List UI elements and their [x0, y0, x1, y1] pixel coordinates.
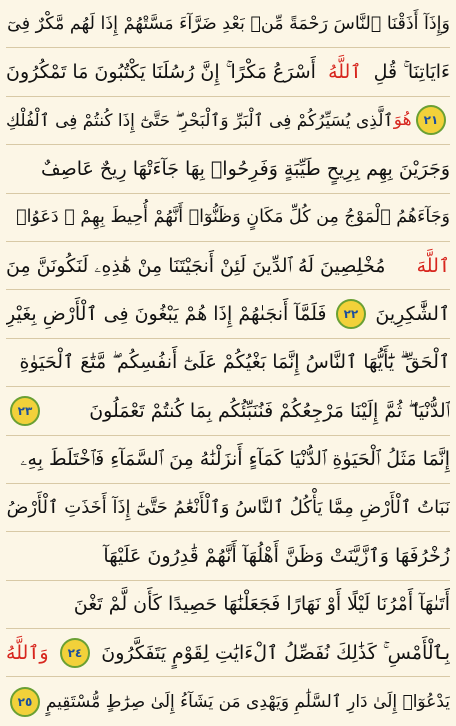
text-line-10 — [6, 436, 450, 484]
text-line-3 — [6, 97, 450, 145]
verse-text: يَدْعُوٓا۟ إِلَىٰ دَارِ ٱلسَّلَٰمِ وَيَهْدِى مَن يَشَآءُ إِلَىٰ صِرَٰطٍ مُّسْتَقِيمٍ — [45, 692, 450, 713]
text-line-13 — [6, 581, 450, 629]
verse-text: مُخْلِصِينَ لَهُ ٱلدِّينَ لَئِنْ أَنجَيْتَنَا مِنْ هَٰذِهِۦ لَنَكُونَنَّ مِنَ — [6, 254, 386, 277]
ayah-number-marker: ٢٥ — [10, 687, 40, 717]
verse-text: بِٱلْأَمْسِ ۚ كَذَٰلِكَ نُفَصِّلُ ٱلْءَايَٰتِ لِقَوْمٍ يَتَفَكَّرُونَ — [101, 641, 450, 664]
verse-text: ٱلْحَقِّ ۗ يَٰٓأَيُّهَا ٱلنَّاسُ إِنَّمَا بَغْيُكُمْ عَلَىٰٓ أَنفُسِكُم ۖ مَّتَٰعَ ٱلْحَيَوٰةِ — [19, 351, 450, 374]
divine-name: ٱللَّهَ — [416, 254, 450, 277]
divine-name: وَٱللَّهُ — [6, 641, 49, 664]
text-line-15 — [6, 677, 450, 725]
verse-text: وَجَرَيْنَ بِهِم بِرِيحٍ طَيِّبَةٍ وَفَرِحُوا۟ بِهَا جَآءَتْهَا رِيحٌ عَاصِفٌ — [40, 157, 450, 180]
text-line-12 — [6, 532, 450, 580]
text-line-7 — [6, 290, 450, 338]
ayah-number-marker: ٢١ — [416, 105, 446, 135]
text-line-9 — [6, 387, 450, 435]
text-line-6 — [6, 242, 450, 290]
text-line-4 — [6, 145, 450, 193]
verse-text: فَلَمَّآ أَنجَىٰهُمْ إِذَا هُمْ يَبْغُونَ فِى ٱلْأَرْضِ بِغَيْرِ — [6, 303, 327, 326]
verse-text: ٱلشَّٰكِرِينَ — [375, 303, 450, 326]
verse-text: وَإِذَآ أَذَقْنَا ٱلنَّاسَ رَحْمَةً مِّنۢ بَعْدِ ضَرَّآءَ مَسَّتْهُمْ إِذَا لَهُم مَّكْرٌ فِىٓ — [7, 13, 450, 34]
verse-text: ٱلَّذِى يُسَيِّرُكُمْ فِى ٱلْبَرِّ وَٱلْبَحْرِ ۖ حَتَّىٰٓ إِذَا كُنتُمْ فِى ٱلْفُلْكِ — [6, 110, 394, 131]
highlighted-word: هُوَ — [393, 110, 412, 131]
text-line-5 — [6, 194, 450, 242]
verse-text: نَبَاتُ ٱلْأَرْضِ مِمَّا يَأْكُلُ ٱلنَّاسُ وَٱلْأَنْعَٰمُ حَتَّىٰٓ إِذَآ أَخَذَتِ ٱلْأَرْضُ — [6, 497, 450, 519]
verse-text: إِنَّمَا مَثَلُ ٱلْحَيَوٰةِ ٱلدُّنْيَا كَمَآءٍ أَنزَلْنَٰهُ مِنَ ٱلسَّمَآءِ فَٱخْتَلَطَ بِهِۦ — [20, 448, 450, 471]
ayah-number-marker: ٢٤ — [60, 638, 90, 668]
verse-text: أَتَىٰهَآ أَمْرُنَا لَيْلًا أَوْ نَهَارًا فَجَعَلْنَٰهَا حَصِيدًا كَأَن لَّمْ تَغْنَ — [73, 593, 450, 616]
text-line-14 — [6, 629, 450, 677]
text-line-8 — [6, 339, 450, 387]
verse-text: أَسْرَعُ مَكْرًا ۚ إِنَّ رُسُلَنَا يَكْتُبُونَ مَا تَمْكُرُونَ — [6, 61, 316, 84]
ayah-number-marker: ٢٣ — [10, 396, 40, 426]
text-line-1 — [6, 0, 450, 48]
verse-text: وَجَآءَهُمُ ٱلْمَوْجُ مِن كُلِّ مَكَانٍ وَظَنُّوٓا۟ أَنَّهُمْ أُحِيطَ بِهِمْ ۙ دَعَوُا۟ — [16, 207, 450, 228]
text-line-11 — [6, 484, 450, 532]
divine-name: ٱللَّهُ — [328, 61, 362, 84]
ayah-number-marker: ٢٢ — [336, 299, 366, 329]
verse-text: زُخْرُفَهَا وَٱزَّيَّنَتْ وَظَنَّ أَهْلُهَآ أَنَّهُمْ قَٰدِرُونَ عَلَيْهَآ — [103, 544, 450, 567]
text-line-2 — [6, 48, 450, 96]
verse-text: ءَايَاتِنَا ۚ قُلِ — [373, 61, 450, 84]
verse-text: ٱلدُّنْيَا ۖ ثُمَّ إِلَيْنَا مَرْجِعُكُمْ فَنُنَبِّئُكُم بِمَا كُنتُمْ تَعْمَلُونَ — [89, 399, 450, 422]
